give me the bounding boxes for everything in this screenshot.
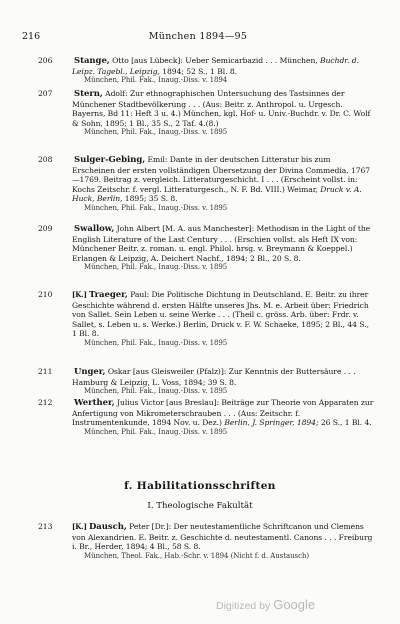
watermark-prefix: Digitized by	[216, 600, 274, 612]
entry-title: Buchdr. d. Leipz. Tagebl., Leipzig,	[72, 56, 359, 76]
entry-faculty: München, Phil. Fak., Inaug.-Diss. v. 1895	[84, 387, 228, 396]
entry-number: 208	[38, 155, 53, 164]
entry-faculty: München, Phil. Fak., Inaug.-Diss. v. 1895	[84, 263, 228, 272]
entry-tail: 1894; 52 S., 1 Bl. 8.	[159, 66, 238, 76]
entry-number: 209	[38, 224, 53, 233]
entry-faculty: München, Phil. Fak., Inaug.-Diss. v. 1895	[84, 203, 228, 212]
entry-author: Werther,	[74, 398, 115, 408]
entry-author: Unger,	[74, 367, 106, 377]
entry-number: 211	[38, 367, 53, 376]
entry-text: Julius Victor [aus Breslau]: Beiträge zur Theorie von Apparaten zur Anfertigung von Mikrometerschrauben . . . (Aus: Zeitschr. f. Instrumentenkunde, 1894 Nov. u. Dez.)	[72, 398, 374, 428]
entry-number: 207	[38, 89, 53, 98]
digitized-watermark	[216, 597, 315, 612]
entry-faculty: München, Phil. Fak., Inaug.-Diss. v. 1895	[84, 338, 228, 347]
entry-title: Berlin, J. Springer, 1894;	[224, 418, 319, 428]
entry-faculty: München, Theol. Fak., Hab.-Schr. v. 1894 (Nicht f. d. Austausch)	[84, 551, 310, 560]
entry-210	[38, 290, 374, 349]
entry-author: Stange,	[74, 56, 110, 66]
entry-text: Emil: Dante in der deutschen Litteratur bis zum Erscheinen der ersten vollständigen Übersetzung der Divina Commedia, 1767—1769. Beitrag z. vergleich. Litteraturgeschicht. I . . . (Erscheint vollst. in: Kochs Zeitschr. f. vergl. Litteraturgesch., N. F. Bd. VIII.) Weimar,	[72, 155, 371, 194]
entry-author: Dausch,	[88, 522, 127, 532]
running-title: München 1894—95	[148, 31, 248, 42]
entry-text: Paul: Die Politische Dichtung in Deutschland. E. Beitr. zu ihrer Geschichte während d. ersten Hälfte unseres Jhs. M. e. Arbeit über: Friedrich von Sallet. Sein Leben u. seine Werke . . . (Theil c. gröss. Arb. über: Frdr. v. Sallet, s. Leben u. s. Werke.) Berlin, Druck v. F. W. Schaeke, 1895; 2 Bl., 44 S., 1 Bl. 8.	[72, 290, 369, 339]
entry-tail: 26 S., 1 Bl. 4.	[318, 418, 372, 428]
entry-faculty: München, Phil. Fak., Inaug.-Diss. v. 1895	[84, 427, 228, 436]
section-subtitle: I. Theologische Fakultät	[147, 501, 253, 511]
page-number: 216	[22, 31, 41, 42]
entry-title: Druck v. A. Huck, Berlin,	[72, 184, 362, 204]
entry-206	[38, 56, 374, 86]
entry-number: 210	[38, 290, 53, 299]
entry-author: Sulger-Gebing,	[74, 155, 146, 165]
entry-author: Traeger,	[88, 290, 128, 300]
entry-207	[38, 89, 374, 138]
entry-faculty: München, Phil. Fak., Inaug.-Diss. v. 1894	[84, 76, 228, 85]
entry-212	[38, 398, 374, 437]
entry-number: 206	[38, 56, 53, 65]
entry-text: Otto [aus Lübeck]: Ueber Semicarbazid . . . München,	[109, 56, 321, 65]
entry-213	[38, 522, 374, 561]
entry-text: Oskar [aus Gleisweiler (Pfalz)]: Zur Kenntnis der Buttersäure . . . Hamburg & Leipzig, L. Voss, 1894; 39 S. 8.	[72, 367, 356, 387]
entry-author: Swallow,	[74, 224, 115, 234]
entry-author: Stern,	[74, 89, 103, 99]
entry-text: Peter [Dr.]: Der neutestamentliche Schriftcanon und Clemens von Alexandrien. E. Beitr. z. Geschichte d. neutestamentl. Canons . . . Freiburg i. Br., Herder, 1894; 4 Bl., 58 S. 8.	[72, 522, 373, 552]
entry-number: 212	[38, 398, 53, 407]
entry-208	[38, 155, 374, 214]
entry-211	[38, 367, 374, 397]
entry-number: 213	[38, 522, 53, 531]
entry-209	[38, 224, 374, 273]
entry-text: Adolf: Zur ethnographischen Untersuchung des Tastsinnes der Münchener Stadtbevölkerung . . . (Aus: Beitr. z. Anthropol. u. Urgesch. Bayerns, Bd 11: Heft 3 u. 4.) München, kgl. Hof- u. Univ.-Buchdr. v. Dr. C. Wolf & Sohn, 1895; 1 Bl., 35 S., 2 Taf. 4.(8.)	[72, 89, 371, 128]
entry-mark: [K.]	[72, 522, 87, 531]
section-title: f. Habilitationsschriften	[124, 480, 276, 492]
entry-tail: 1895; 35 S. 8.	[122, 194, 178, 204]
entry-mark: [K.]	[72, 290, 87, 299]
entry-text: John Albert [M. A. aus Manchester]: Methodism in the Light of the English Literature of the Last Century . . . (Erschien vollst. als Heft IX von: Münchener Beitr. z. roman. u. engl. Philol. hrsg. v. Breymann & Koeppel.) Erlangen & Leipzig, A. Deichert Nachf., 1894; 2 Bl., 20 S. 8.	[72, 224, 371, 263]
entry-faculty: München, Phil. Fak., Inaug.-Diss. v. 1895	[84, 128, 228, 137]
google-logo: Google	[273, 597, 316, 612]
running-header	[22, 31, 374, 43]
